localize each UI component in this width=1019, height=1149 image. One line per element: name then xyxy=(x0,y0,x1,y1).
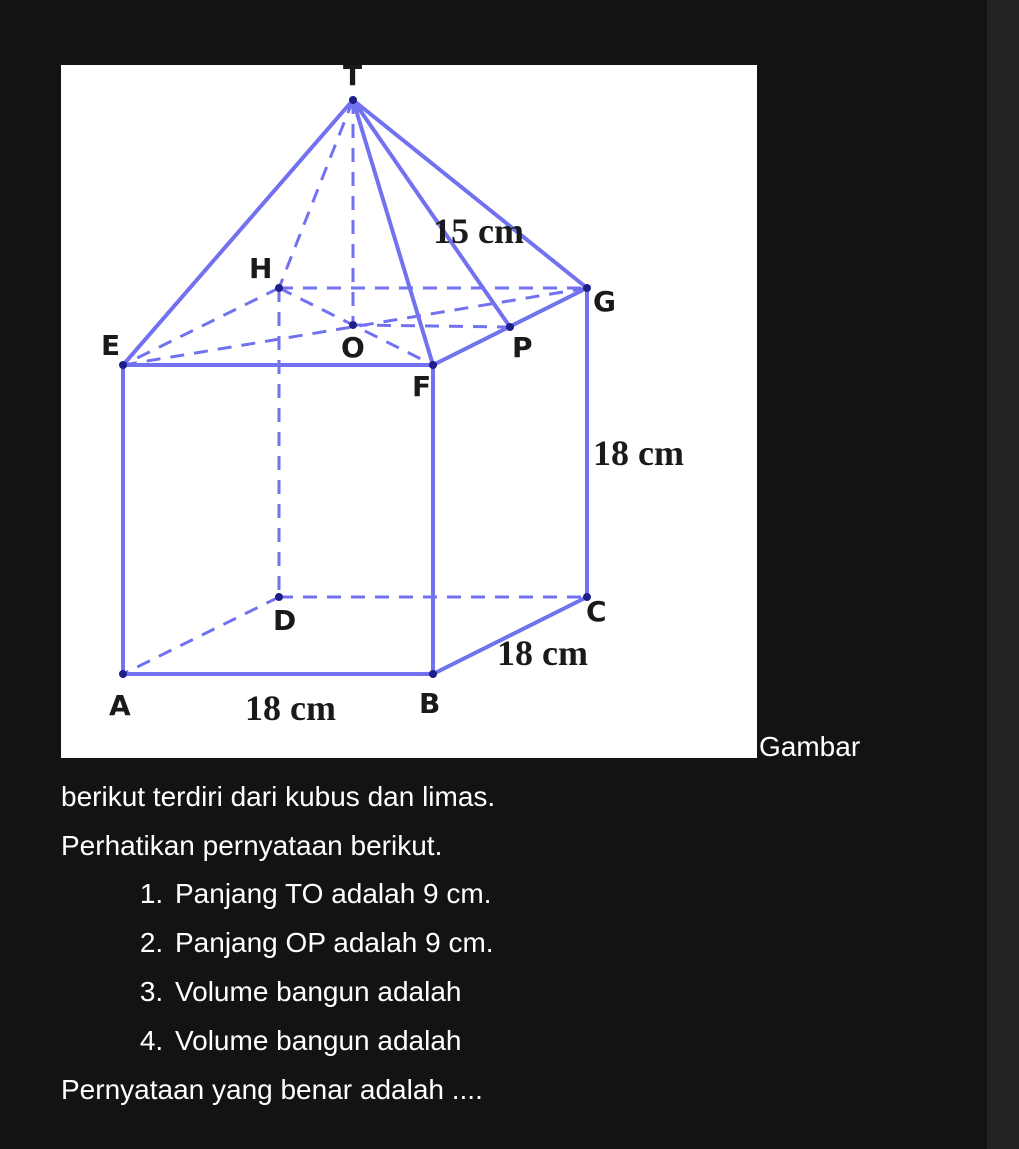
label-B: B xyxy=(419,687,441,720)
vertex-E xyxy=(119,361,127,369)
statement-list xyxy=(61,878,961,1057)
measure-TP: 15 cm xyxy=(433,211,524,251)
vertex-F xyxy=(429,361,437,369)
figure-line xyxy=(61,65,961,760)
caption-start: Gambar xyxy=(759,731,861,762)
geometry-figure xyxy=(61,65,757,758)
statement-item: 1. Panjang TO adalah 9 cm. xyxy=(171,878,961,910)
label-G: G xyxy=(593,285,616,318)
statement-item: 2. Panjang OP adalah 9 cm. xyxy=(171,927,961,959)
vertex-P xyxy=(506,323,514,331)
label-O: O xyxy=(341,331,365,364)
edge-TH xyxy=(279,100,353,288)
scrollbar-track[interactable] xyxy=(987,0,1019,1149)
vertex-D xyxy=(275,593,283,601)
vertex-B xyxy=(429,670,437,678)
label-H: H xyxy=(249,252,273,285)
caption-continuation: berikut terdiri dari kubus dan limas. xyxy=(61,781,496,812)
cube-pyramid-diagram xyxy=(61,65,757,758)
label-E: E xyxy=(101,329,121,362)
label-D: D xyxy=(273,604,297,637)
label-C: C xyxy=(586,595,607,628)
vertex-G xyxy=(583,284,591,292)
measure-GC: 18 cm xyxy=(593,433,684,473)
label-P: P xyxy=(512,331,533,364)
question-content xyxy=(61,65,961,1106)
label-T: T xyxy=(343,65,363,92)
edge-TG xyxy=(353,100,587,288)
statement-item: 4. Volume bangun adalah xyxy=(171,1025,961,1057)
segment-OP xyxy=(353,325,510,327)
measure-AB: 18 cm xyxy=(245,688,336,728)
vertex-H xyxy=(275,284,283,292)
question-text: Pernyataan yang benar adalah .... xyxy=(61,1074,483,1105)
label-A: A xyxy=(109,689,131,722)
measure-BC: 18 cm xyxy=(497,633,588,673)
instruction-text: Perhatikan pernyataan berikut. xyxy=(61,830,443,861)
label-F: F xyxy=(412,370,432,403)
vertex-A xyxy=(119,670,127,678)
vertex-O xyxy=(349,321,357,329)
edge-TE xyxy=(123,100,353,365)
edge-DA xyxy=(123,597,279,674)
vertex-T xyxy=(349,96,357,104)
statement-item: 3. Volume bangun adalah xyxy=(171,976,961,1008)
